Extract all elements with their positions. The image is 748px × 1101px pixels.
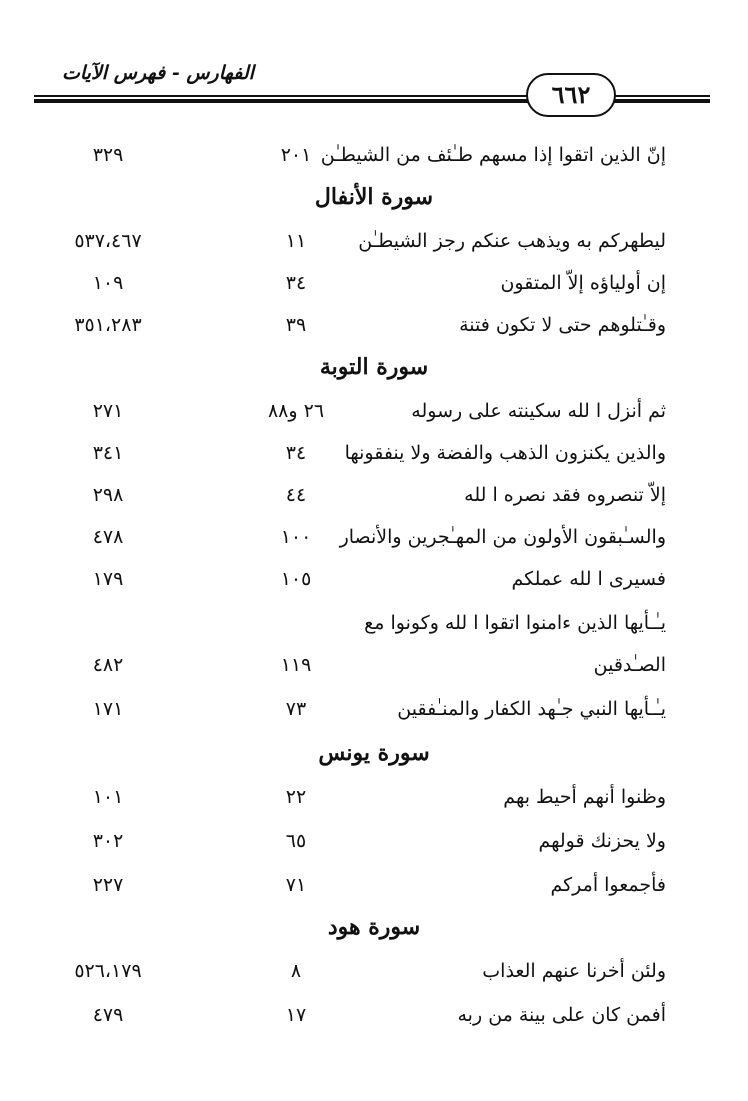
index-row [0, 694, 748, 734]
page-reference: ٣٤١ [92, 442, 124, 464]
page-reference: ١٧١ [92, 698, 124, 720]
page-reference: ١٠٩ [92, 272, 124, 294]
surah-heading: سورة التوبة [319, 354, 429, 380]
index-row [0, 480, 748, 520]
page-reference: ٥٣٧،٤٦٧ [74, 230, 142, 252]
running-header-title: الفهارس - فهرس الآيات [62, 62, 254, 84]
page-reference: ٤٧٨ [92, 526, 124, 548]
index-row [0, 870, 748, 910]
index-row [0, 1000, 748, 1040]
verse-text: يـٰـأيها النبي جـٰهد الكفار والمنـٰفقين [397, 698, 666, 720]
verse-number: ٨ [290, 960, 302, 982]
page-reference: ٣٠٢ [92, 830, 124, 852]
index-row [0, 650, 748, 690]
page-reference: ٤٧٩ [92, 1004, 124, 1026]
verse-text: والذين يكنزون الذهب والفضة ولا ينفقونها [344, 442, 666, 464]
verse-text: فأجمعوا أمركم [550, 874, 666, 896]
verse-text: والسـٰبقون الأولون من المهـٰجرين والأنصار [339, 526, 666, 548]
verse-number: ٢٦ و٨٨ [267, 400, 325, 422]
index-row [0, 438, 748, 478]
verse-text: وقـٰتلوهم حتى لا تكون فتنة [459, 314, 666, 336]
page-reference: ١٠١ [92, 786, 124, 808]
verse-number: ١١ [285, 230, 307, 252]
verse-text: فسيرى ا لله عملكم [511, 568, 666, 590]
verse-number: ٤٤ [285, 484, 307, 506]
verse-number: ٣٩ [285, 314, 307, 336]
index-row [0, 522, 748, 562]
index-row [0, 826, 748, 866]
verse-number: ٢٢ [285, 786, 307, 808]
surah-heading: سورة هود [327, 914, 421, 940]
verse-number: ١٠٠ [280, 526, 312, 548]
page-reference: ٣٢٩ [92, 144, 124, 166]
index-row [0, 140, 748, 180]
verse-text: إن أولياؤه إلاّ المتقون [500, 272, 666, 294]
page-number-badge: ٦٦٢ [526, 73, 616, 117]
verse-number: ٣٤ [285, 442, 307, 464]
verse-text: أفمن كان على بينة من ربه [457, 1004, 666, 1026]
page-reference: ٥٢٦،١٧٩ [74, 960, 142, 982]
page-reference: ٢٩٨ [92, 484, 124, 506]
verse-number: ١٠٥ [280, 568, 312, 590]
verse-text: ثم أنزل ا لله سكينته على رسوله [411, 400, 666, 422]
page-reference: ٣٥١،٢٨٣ [74, 314, 142, 336]
page-reference: ١٧٩ [92, 568, 124, 590]
index-row [0, 268, 748, 308]
verse-number: ٧٣ [285, 698, 307, 720]
verse-text: ولا يحزنك قولهم [538, 830, 666, 852]
verse-text: يـٰـأيها الذين ءامنوا اتقوا ا لله وكونوا مع [364, 612, 666, 634]
page-reference: ٢٧١ [92, 400, 124, 422]
surah-heading: سورة يونس [318, 740, 430, 766]
index-row [0, 226, 748, 266]
verse-number: ٢٠١ [280, 144, 312, 166]
verse-text: وظنوا أنهم أحيط بهم [503, 786, 666, 808]
page-reference: ٤٨٢ [92, 654, 124, 676]
verse-number: ٧١ [285, 874, 307, 896]
verse-number: ٣٤ [285, 272, 307, 294]
index-row [0, 956, 748, 996]
verse-text: إلاّ تنصروه فقد نصره ا لله [464, 484, 666, 506]
verse-number: ١١٩ [280, 654, 312, 676]
index-row [0, 310, 748, 350]
page-reference: ٢٢٧ [92, 874, 124, 896]
verse-text: الصـٰدقين [593, 654, 666, 676]
verse-text: ولئن أخرنا عنهم العذاب [482, 960, 666, 982]
index-row [0, 396, 748, 436]
index-row [0, 608, 748, 648]
index-row [0, 782, 748, 822]
verse-number: ٦٥ [285, 830, 307, 852]
index-row [0, 564, 748, 604]
verse-text: إنّ الذين اتقوا إذا مسهم طـٰئف من الشيطـٰن [320, 144, 666, 166]
surah-heading: سورة الأنفال [314, 184, 434, 210]
verse-number: ١٧ [285, 1004, 307, 1026]
verse-text: ليطهركم به ويذهب عنكم رجز الشيطـٰن [358, 230, 666, 252]
